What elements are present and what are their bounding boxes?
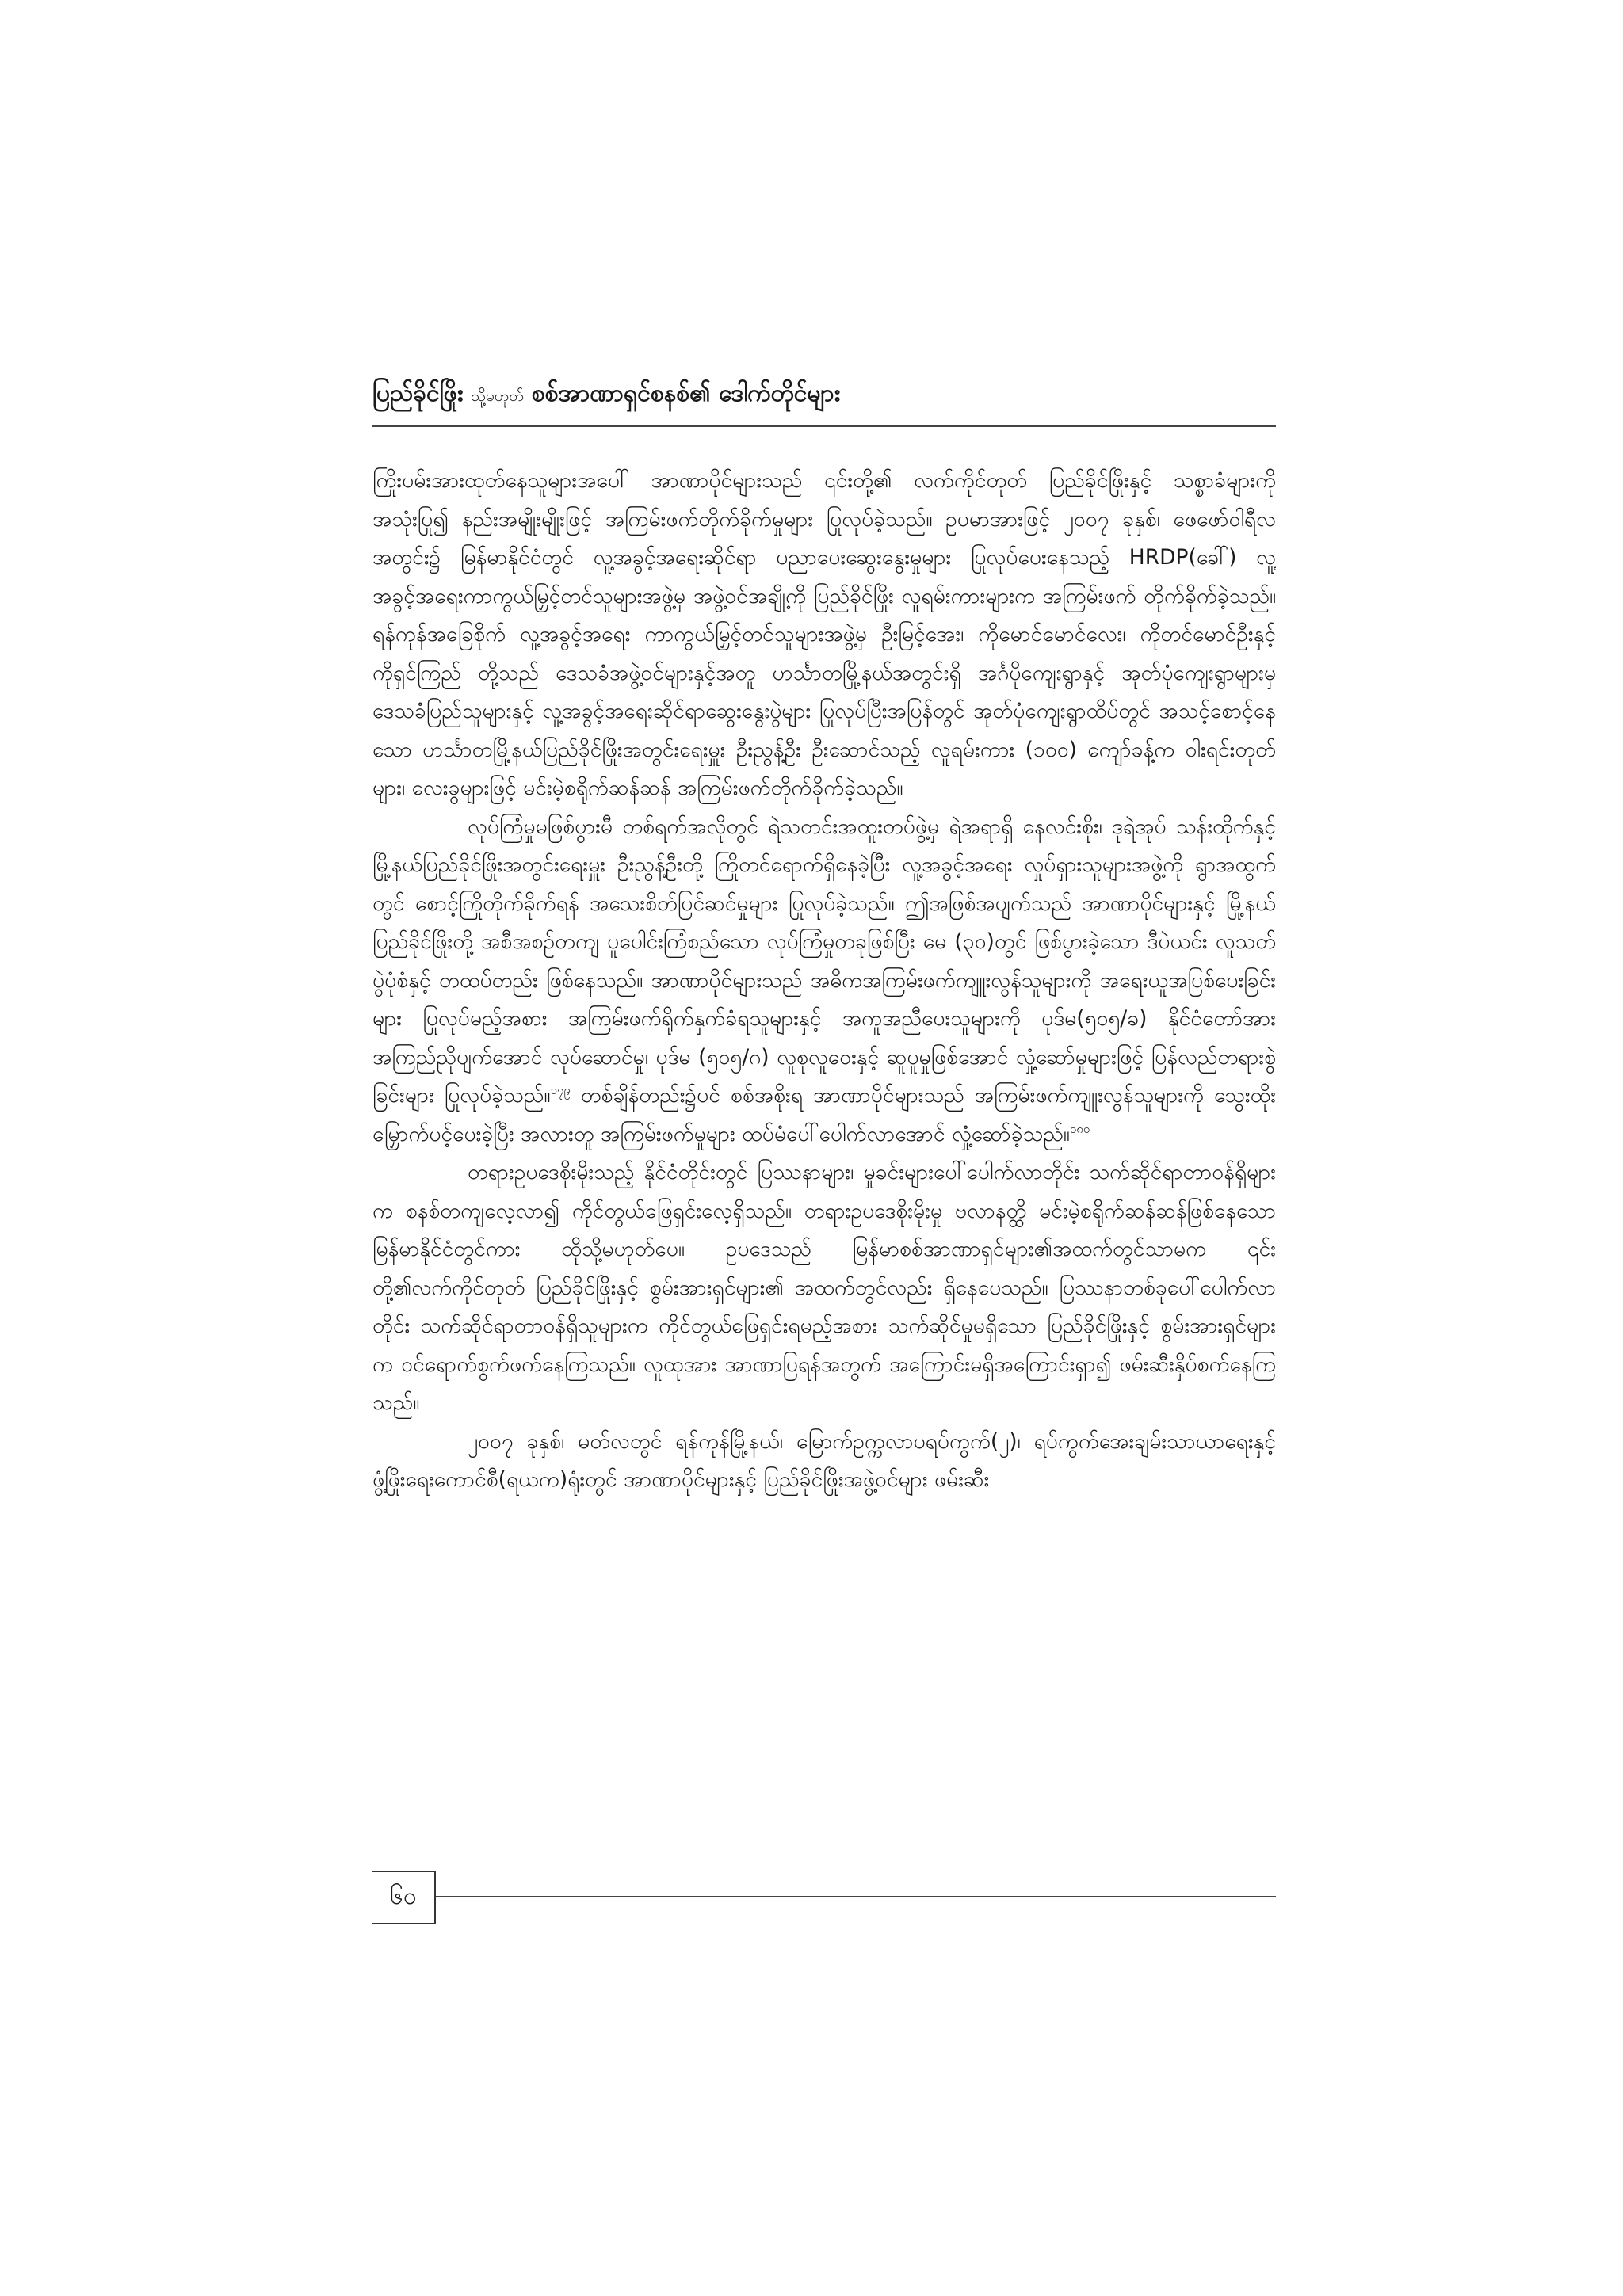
footnote-ref-180: ၁၈၀ bbox=[1069, 1121, 1090, 1136]
paragraph-2-text-b: တစ်ချိန်တည်း၌ပင် စစ်အစိုးရ အာဏာပိုင်များသည် အကြမ်းဖက်ကျူးလွန်သူများကို သွေးထိုးမြှောက်ပင့်ပေးခဲ့ပြီး အလားတူ အကြမ်းဖက်မှုများ ထပ်မံပေါ်ပေါက်လာအောင် လှုံ့ဆော်ခဲ့သည်။ bbox=[372, 1083, 1276, 1146]
body-text bbox=[372, 462, 1276, 1500]
header-rule bbox=[372, 425, 1276, 427]
header-title-part2: စစ်အာဏာရှင်စနစ်၏ ဒေါက်တိုင်များ bbox=[531, 379, 841, 407]
running-header bbox=[372, 377, 1276, 413]
paragraph-2-text-a: လုပ်ကြံမှုမဖြစ်ပွားမီ တစ်ရက်အလိုတွင် ရဲသတင်းအထူးတပ်ဖွဲ့မှ ရဲအရာရှိ နေလင်းစိုး၊ ဒုရဲအုပ် သန်းထိုက်နှင့် မြို့နယ်ပြည်ခိုင်ဖြိုးအတွင်းရေးမှူး ဦးညွန့်ဦးတို့ ကြိုတင်ရောက်ရှိနေခဲ့ပြီး လူ့အခွင့်အရေး လှုပ်ရှားသူများအဖွဲ့ကို ရွာအထွက်တွင် စောင့်ကြိုတိုက်ခိုက်ရန် အသေးစိတ်ပြင်ဆင်မှုများ ပြုလုပ်ခဲ့သည်။ ဤအဖြစ်အပျက်သည် အာဏာပိုင်များနှင့် မြို့နယ်ပြည်ခိုင်ဖြိုးတို့ အစီအစဉ်တကျ ပူပေါင်းကြံစည်သော လုပ်ကြံမှုတခုဖြစ်ပြီး မေ (၃၀)တွင် ဖြစ်ပွားခဲ့သော ဒီပဲယင်း လူသတ်ပွဲပုံစံနှင့် တထပ်တည်း ဖြစ်နေသည်။ အာဏာပိုင်များသည် အဓိကအကြမ်းဖက်ကျူးလွန်သူများကို အရေးယူအပြစ်ပေးခြင်း များ ပြုလုပ်မည့်အစား အကြမ်းဖက်ရိုက်နှက်ခံရသူများနှင့် အကူအညီပေးသူများကို ပုဒ်မ(၅၀၅/ခ) နိုင်ငံတော်အား အကြည်ညိုပျက်အောင် လုပ်ဆောင်မှု၊ ပုဒ်မ (၅၀၅/ဂ) လူစုလူဝေးနှင့် ဆူပူမှုဖြစ်အောင် လှုံ့ဆော်မှုများဖြင့် ပြန်လည်တရားစွဲခြင်းများ ပြုလုပ်ခဲ့သည်။ bbox=[372, 814, 1276, 1108]
header-conjunction: သို့မဟုတ် bbox=[471, 387, 524, 405]
footer-rule bbox=[436, 1896, 1276, 1897]
paragraph-2 bbox=[372, 808, 1276, 1154]
page-number-box bbox=[372, 1871, 436, 1924]
page-number: ၆၀ bbox=[390, 1882, 417, 1910]
paragraph-1: ကြိုးပမ်းအားထုတ်နေသူများအပေါ် အာဏာပိုင်များသည် ၎င်းတို့၏ လက်ကိုင်တုတ် ပြည်ခိုင်ဖြိုးနှင့် သစ္စာခံများကိုအသုံးပြု၍ နည်းအမျိုးမျိုးဖြင့် အကြမ်းဖက်တိုက်ခိုက်မှုများ ပြုလုပ်ခဲ့သည်။ ဥပမာအားဖြင့် ၂၀၀၇ ခုနှစ်၊ ဖေဖော်ဝါရီလအတွင်း၌ မြန်မာနိုင်ငံတွင် လူ့အခွင့်အရေးဆိုင်ရာ ပညာပေးဆွေးနွေးမှုများ ပြုလုပ်ပေးနေသည့် HRDP(ခေါ်) လူ့အခွင့်အရေးကာကွယ်မြှင့်တင်သူများအဖွဲ့မှ အဖွဲ့ဝင်အချို့ကို ပြည်ခိုင်ဖြိုး လူရမ်းကားများက အကြမ်းဖက် တိုက်ခိုက်ခဲ့သည်။ ရန်ကုန်အခြေစိုက် လူ့အခွင့်အရေး ကာကွယ်မြှင့်တင်သူများအဖွဲ့မှ ဦးမြင့်အေး၊ ကိုမောင်မောင်လေး၊ ကိုတင်မောင်ဦးနှင့် ကိုရှင်ကြည် တို့သည် ဒေသခံအဖွဲ့ဝင်များနှင့်အတူ ဟင်္သာတမြို့နယ်အတွင်းရှိ အင်္ဂပိုကျေးရွာနှင့် အုတ်ပုံကျေးရွာများမှ ဒေသခံပြည်သူများနှင့် လူ့အခွင့်အရေးဆိုင်ရာဆွေးနွေးပွဲများ ပြုလုပ်ပြီးအပြန်တွင် အုတ်ပုံကျေးရွာထိပ်တွင် အသင့်စောင့်နေသော ဟင်္သာတမြို့နယ်ပြည်ခိုင်ဖြိုးအတွင်းရေးမှူး ဦးညွန့်ဦး ဦးဆောင်သည့် လူရမ်းကား (၁၀၀) ကျော်ခန့်က ဝါးရင်းတုတ်များ၊ လေးခွများဖြင့် မင်းမဲ့စရိုက်ဆန်ဆန် အကြမ်းဖက်တိုက်ခိုက်ခဲ့သည်။ bbox=[372, 468, 1276, 800]
header-title-part1: ပြည်ခိုင်ဖြိုး bbox=[372, 379, 464, 407]
paragraph-3: တရားဥပဒေစိုးမိုးသည့် နိုင်ငံတိုင်းတွင် ပြဿနာများ၊ မှုခင်းများပေါ်ပေါက်လာတိုင်း သက်ဆိုင်ရာတာဝန်ရှိများက စနစ်တကျလေ့လာ၍ ကိုင်တွယ်ဖြေရှင်းလေ့ရှိသည်။ တရားဥပဒေစိုးမိုးမှု ဗလာနတ္ထိ မင်းမဲ့စရိုက်ဆန်ဆန်ဖြစ်နေသော မြန်မာနိုင်ငံတွင်ကား ထိုသို့မဟုတ်ပေ။ ဥပဒေသည် မြန်မာစစ်အာဏာရှင်များ၏အထက်တွင်သာမက ၎င်းတို့၏လက်ကိုင်တုတ် ပြည်ခိုင်ဖြိုးနှင့် စွမ်းအားရှင်များ၏ အထက်တွင်လည်း ရှိနေပေသည်။ ပြဿနာတစ်ခုပေါ်ပေါက်လာတိုင်း သက်ဆိုင်ရာတာဝန်ရှိသူများက ကိုင်တွယ်ဖြေရှင်းရမည့်အစား သက်ဆိုင်မှုမရှိသော ပြည်ခိုင်ဖြိုးနှင့် စွမ်းအားရှင်များက ဝင်ရောက်စွက်ဖက်နေကြသည်။ လူထုအား အာဏာပြရန်အတွက် အကြောင်းမရှိအကြောင်းရှာ၍ ဖမ်းဆီးနှိပ်စက်နေကြသည်။ bbox=[372, 1160, 1276, 1415]
footnote-ref-179: ၁၇၉ bbox=[550, 1083, 571, 1098]
paragraph-4: ၂၀၀၇ ခုနှစ်၊ မတ်လတွင် ရန်ကုန်မြို့နယ်၊ မြောက်ဥက္ကလာပရပ်ကွက်(၂)၊ ရပ်ကွက်အေးချမ်းသာယာရေးနှင့် ဖွံ့ဖြိုးရေးကောင်စီ(ရယက)ရုံးတွင် အာဏာပိုင်များနှင့် ပြည်ခိုင်ဖြိုးအဖွဲ့ဝင်များ ဖမ်းဆီး bbox=[372, 1428, 1276, 1492]
